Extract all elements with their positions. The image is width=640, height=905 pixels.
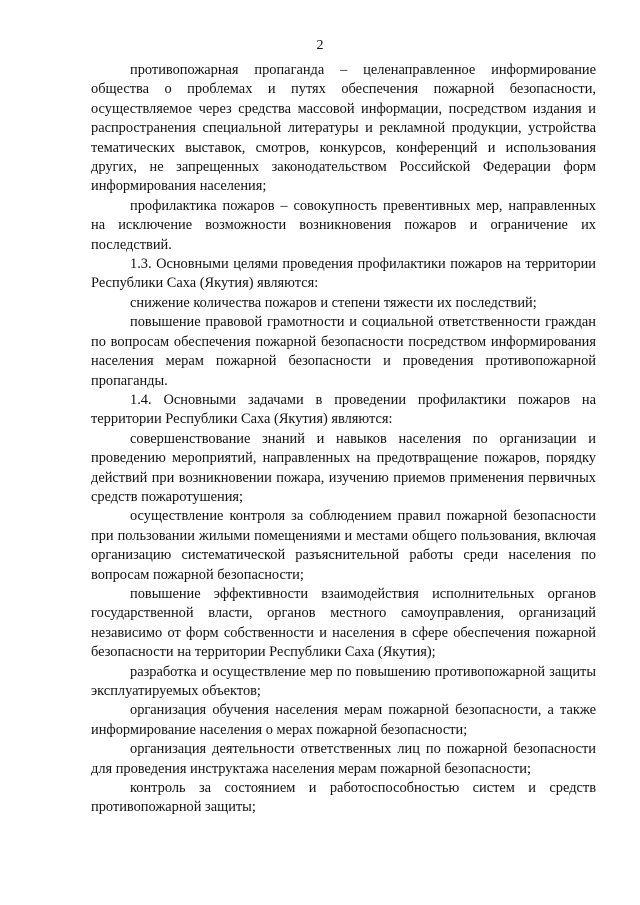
page-number: 2 [316,38,324,53]
paragraph-task-7: контроль за состоянием и работоспособностью систем и средств противопожарной защиты; [91,780,596,816]
document-body [91,61,596,818]
paragraph-task-5: организация обучения населения мерам пожарной безопасности, а также информирование населения о мерах пожарной безопасности; [91,702,596,738]
paragraph-prevention-definition: профилактика пожаров – совокупность превентивных мер, направленных на исключение возможности возникновения пожаров и ограничение их последствий. [91,197,596,253]
paragraph-goal-1: снижение количества пожаров и степени тяжести их последствий; [130,294,537,311]
paragraph-task-2: осуществление контроля за соблюдением правил пожарной безопасности при пользовании жилыми помещениями и местами общего пользования, включая организацию систематической разъяснительной работы среди населения по вопросам пожарной безопасности; [91,508,596,583]
paragraph-task-4: разработка и осуществление мер по повышению противопожарной защиты эксплуатируемых объектов; [91,663,596,699]
paragraph-task-6: организация деятельности ответственных лиц по пожарной безопасности для проведения инструктажа населения мерам пожарной безопасности; [91,741,596,777]
paragraph-propaganda-definition: противопожарная пропаганда – целенаправленное информирование общества о проблемах и путях обеспечения пожарной безопасности, осуществляемое через средства массовой информации, посредством издания и распространения специальной литературы и рекламной продукции, устройства тематических выставок, смотров, конкурсов, конференций и использования других, не запрещенных законодательством Российской Федерации форм информирования населения; [91,62,596,195]
paragraph-section-1-4: 1.4. Основными задачами в проведении профилактики пожаров на территории Республики Саха (Якутия) являются: [91,391,596,428]
paragraph-task-1: совершенствование знаний и навыков населения по организации и проведению мероприятий, направленных на предотвращение пожаров, порядку действий при возникновении пожара, изучению приемов применения первичных средств пожаротушения; [91,430,596,505]
paragraph-goal-2: повышение правовой грамотности и социальной ответственности граждан по вопросам обеспечения пожарной безопасности посредством информирования населения мерам пожарной безопасности и проведения противопожарной пропаганды. [91,314,596,389]
paragraph-task-3: повышение эффективности взаимодействия исполнительных органов государственной власти, органов местного самоуправления, организаций независимо от форм собственности и населения в сфере обеспечения пожарной безопасности на территории Республики Саха (Якутия); [91,585,596,661]
paragraph-section-1-3: 1.3. Основными целями проведения профилактики пожаров на территории Республики Саха (Якутия) являются: [91,256,596,292]
